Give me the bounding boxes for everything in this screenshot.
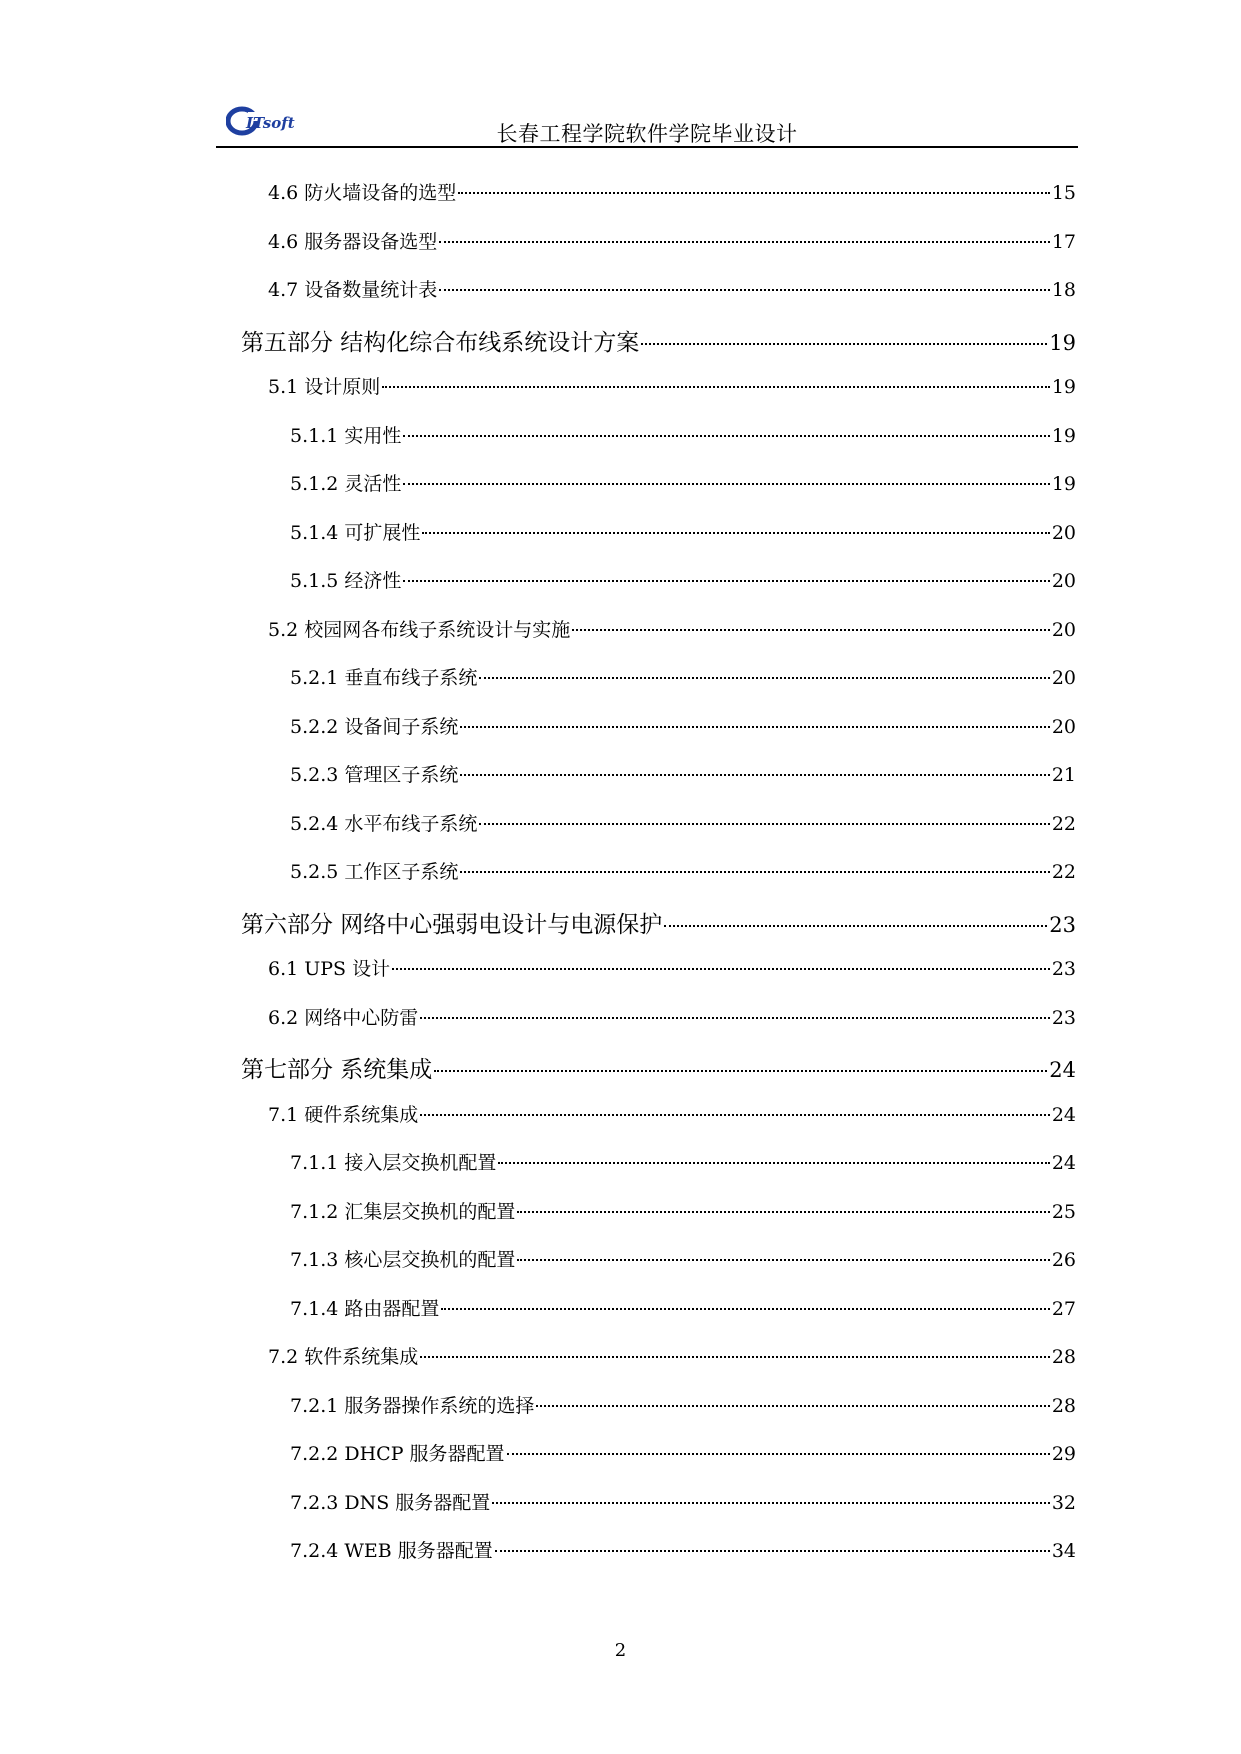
toc-entry-label: 5.1.5 经济性 xyxy=(290,570,402,592)
toc-entry[interactable] xyxy=(290,1391,1076,1421)
toc-entry[interactable] xyxy=(290,857,1076,887)
toc-dot-leader xyxy=(403,435,1049,437)
toc-entry[interactable] xyxy=(290,760,1076,790)
toc-entry[interactable] xyxy=(268,615,1076,645)
toc-entry-label: 6.1 UPS 设计 xyxy=(268,958,391,980)
toc-entry-page-number: 20 xyxy=(1051,570,1076,592)
toc-entry-page-number: 20 xyxy=(1051,667,1076,689)
toc-entry-page-number: 23 xyxy=(1049,912,1076,937)
page-header xyxy=(216,104,1078,148)
toc-dot-leader xyxy=(641,343,1047,345)
toc-entry-page-number: 21 xyxy=(1051,764,1076,786)
toc-entry[interactable] xyxy=(290,1488,1076,1518)
toc-entry-label: 7.2.1 服务器操作系统的选择 xyxy=(290,1394,535,1417)
toc-entry-label: 5.1 设计原则 xyxy=(268,376,381,398)
toc-entry-page-number: 27 xyxy=(1051,1297,1076,1320)
toc-dot-leader xyxy=(439,241,1050,243)
toc-entry-label: 5.2.5 工作区子系统 xyxy=(290,861,459,883)
toc-entry-page-number: 24 xyxy=(1051,1152,1076,1174)
toc-entry[interactable] xyxy=(290,518,1076,548)
toc-entry-page-number: 34 xyxy=(1051,1540,1076,1562)
toc-entry-page-number: 19 xyxy=(1051,424,1076,447)
toc-dot-leader xyxy=(382,386,1050,388)
toc-entry[interactable] xyxy=(290,421,1076,451)
toc-entry[interactable] xyxy=(268,227,1076,257)
toc-entry[interactable] xyxy=(290,809,1076,839)
toc-entry-page-number: 25 xyxy=(1051,1200,1076,1223)
toc-dot-leader xyxy=(492,1502,1050,1504)
toc-dot-leader xyxy=(420,1017,1050,1019)
toc-dot-leader xyxy=(517,1259,1049,1261)
toc-dot-leader xyxy=(403,483,1049,485)
toc-dot-leader xyxy=(664,925,1047,927)
toc-dot-leader xyxy=(507,1453,1050,1455)
toc-entry[interactable] xyxy=(268,178,1076,208)
toc-dot-leader xyxy=(479,677,1049,679)
toc-entry[interactable] xyxy=(241,1051,1076,1081)
toc-entry[interactable] xyxy=(290,1148,1076,1178)
toc-entry-label: 4.6 防火墙设备的选型 xyxy=(268,182,457,204)
toc-entry-label: 5.2.1 垂直布线子系统 xyxy=(290,667,478,689)
toc-entry-page-number: 23 xyxy=(1051,1006,1076,1029)
toc-entry-label: 5.1.4 可扩展性 xyxy=(290,521,421,544)
toc-entry-label: 5.2 校园网各布线子系统设计与实施 xyxy=(268,618,571,641)
toc-entry-page-number: 32 xyxy=(1051,1491,1076,1514)
toc-entry-label: 7.2.3 DNS 服务器配置 xyxy=(290,1491,491,1514)
toc-entry[interactable] xyxy=(290,663,1076,693)
toc-entry[interactable] xyxy=(268,275,1076,305)
toc-entry-page-number: 20 xyxy=(1051,521,1076,544)
toc-entry-page-number: 19 xyxy=(1051,376,1076,398)
toc-entry-label: 5.1.2 灵活性 xyxy=(290,473,402,495)
toc-entry[interactable] xyxy=(290,1536,1076,1566)
toc-entry[interactable] xyxy=(290,469,1076,499)
toc-entry[interactable] xyxy=(268,1342,1076,1372)
toc-entry[interactable] xyxy=(290,1197,1076,1227)
toc-entry-page-number: 17 xyxy=(1051,230,1076,253)
toc-entry-label: 5.2.3 管理区子系统 xyxy=(290,764,459,786)
toc-entry-page-number: 24 xyxy=(1049,1058,1076,1082)
toc-entry-label: 第七部分 系统集成 xyxy=(241,1057,433,1083)
toc-entry[interactable] xyxy=(290,566,1076,596)
toc-dot-leader xyxy=(403,580,1049,582)
toc-entry-page-number: 28 xyxy=(1051,1394,1076,1417)
toc-entry-label: 5.2.4 水平布线子系统 xyxy=(290,812,478,835)
toc-dot-leader xyxy=(572,629,1050,631)
toc-entry-page-number: 24 xyxy=(1051,1103,1076,1126)
toc-entry[interactable] xyxy=(268,1100,1076,1130)
logo-text: ITsoft xyxy=(246,114,295,132)
toc-entry-page-number: 22 xyxy=(1051,861,1076,883)
toc-entry-label: 第五部分 结构化综合布线系统设计方案 xyxy=(241,329,640,356)
toc-entry-page-number: 18 xyxy=(1051,279,1076,301)
toc-entry-page-number: 22 xyxy=(1051,812,1076,835)
toc-entry-label: 6.2 网络中心防雷 xyxy=(268,1006,419,1029)
toc-entry[interactable] xyxy=(241,906,1076,936)
toc-entry[interactable] xyxy=(290,1245,1076,1275)
toc-dot-leader xyxy=(479,823,1049,825)
toc-dot-leader xyxy=(495,1550,1050,1552)
toc-dot-leader xyxy=(536,1405,1049,1407)
toc-entry-label: 4.6 服务器设备选型 xyxy=(268,230,438,253)
toc-entry-page-number: 19 xyxy=(1051,473,1076,495)
toc-dot-leader xyxy=(439,289,1050,291)
toc-dot-leader xyxy=(422,532,1049,534)
toc-dot-leader xyxy=(498,1162,1049,1164)
toc-entry-page-number: 29 xyxy=(1051,1443,1076,1465)
toc-entry[interactable] xyxy=(290,1439,1076,1469)
toc-dot-leader xyxy=(420,1356,1050,1358)
toc-entry-label: 7.1.2 汇集层交换机的配置 xyxy=(290,1200,516,1223)
toc-entry-label: 5.1.1 实用性 xyxy=(290,424,402,447)
toc-dot-leader xyxy=(458,192,1050,194)
toc-entry-label: 7.2.2 DHCP 服务器配置 xyxy=(290,1443,505,1465)
toc-dot-leader xyxy=(460,726,1049,728)
toc-entry-page-number: 20 xyxy=(1051,618,1076,641)
toc-entry-label: 4.7 设备数量统计表 xyxy=(268,279,438,301)
toc-entry[interactable] xyxy=(290,712,1076,742)
toc-dot-leader xyxy=(392,968,1050,970)
toc-entry[interactable] xyxy=(290,1294,1076,1324)
toc-entry-label: 5.2.2 设备间子系统 xyxy=(290,715,459,738)
toc-entry-page-number: 23 xyxy=(1051,958,1076,980)
toc-entry-label: 第六部分 网络中心强弱电设计与电源保护 xyxy=(241,911,663,938)
toc-entry-label: 7.2 软件系统集成 xyxy=(268,1346,419,1368)
toc-entry-page-number: 28 xyxy=(1051,1346,1076,1368)
toc-dot-leader xyxy=(460,871,1049,873)
toc-entry-label: 7.1.4 路由器配置 xyxy=(290,1297,440,1320)
toc-entry-page-number: 20 xyxy=(1051,715,1076,738)
toc-entry-page-number: 26 xyxy=(1051,1249,1076,1271)
toc-entry-label: 7.1.1 接入层交换机配置 xyxy=(290,1152,497,1174)
toc-dot-leader xyxy=(441,1308,1049,1310)
toc-dot-leader xyxy=(434,1070,1047,1072)
toc-dot-leader xyxy=(420,1114,1050,1116)
toc-entry-label: 7.2.4 WEB 服务器配置 xyxy=(290,1540,493,1562)
toc-entry-page-number: 19 xyxy=(1049,330,1076,355)
toc-dot-leader xyxy=(517,1211,1049,1213)
toc-entry-label: 7.1.3 核心层交换机的配置 xyxy=(290,1249,516,1271)
toc-dot-leader xyxy=(460,774,1049,776)
toc-entry-label: 7.1 硬件系统集成 xyxy=(268,1103,419,1126)
toc-entry[interactable] xyxy=(241,324,1076,354)
page-number: 2 xyxy=(614,1640,627,1661)
toc-entry[interactable] xyxy=(268,954,1076,984)
toc-entry[interactable] xyxy=(268,372,1076,402)
toc-entry[interactable] xyxy=(268,1003,1076,1033)
header-title: 长春工程学院软件学院毕业设计 xyxy=(496,122,798,146)
toc-entry-page-number: 15 xyxy=(1051,182,1076,204)
